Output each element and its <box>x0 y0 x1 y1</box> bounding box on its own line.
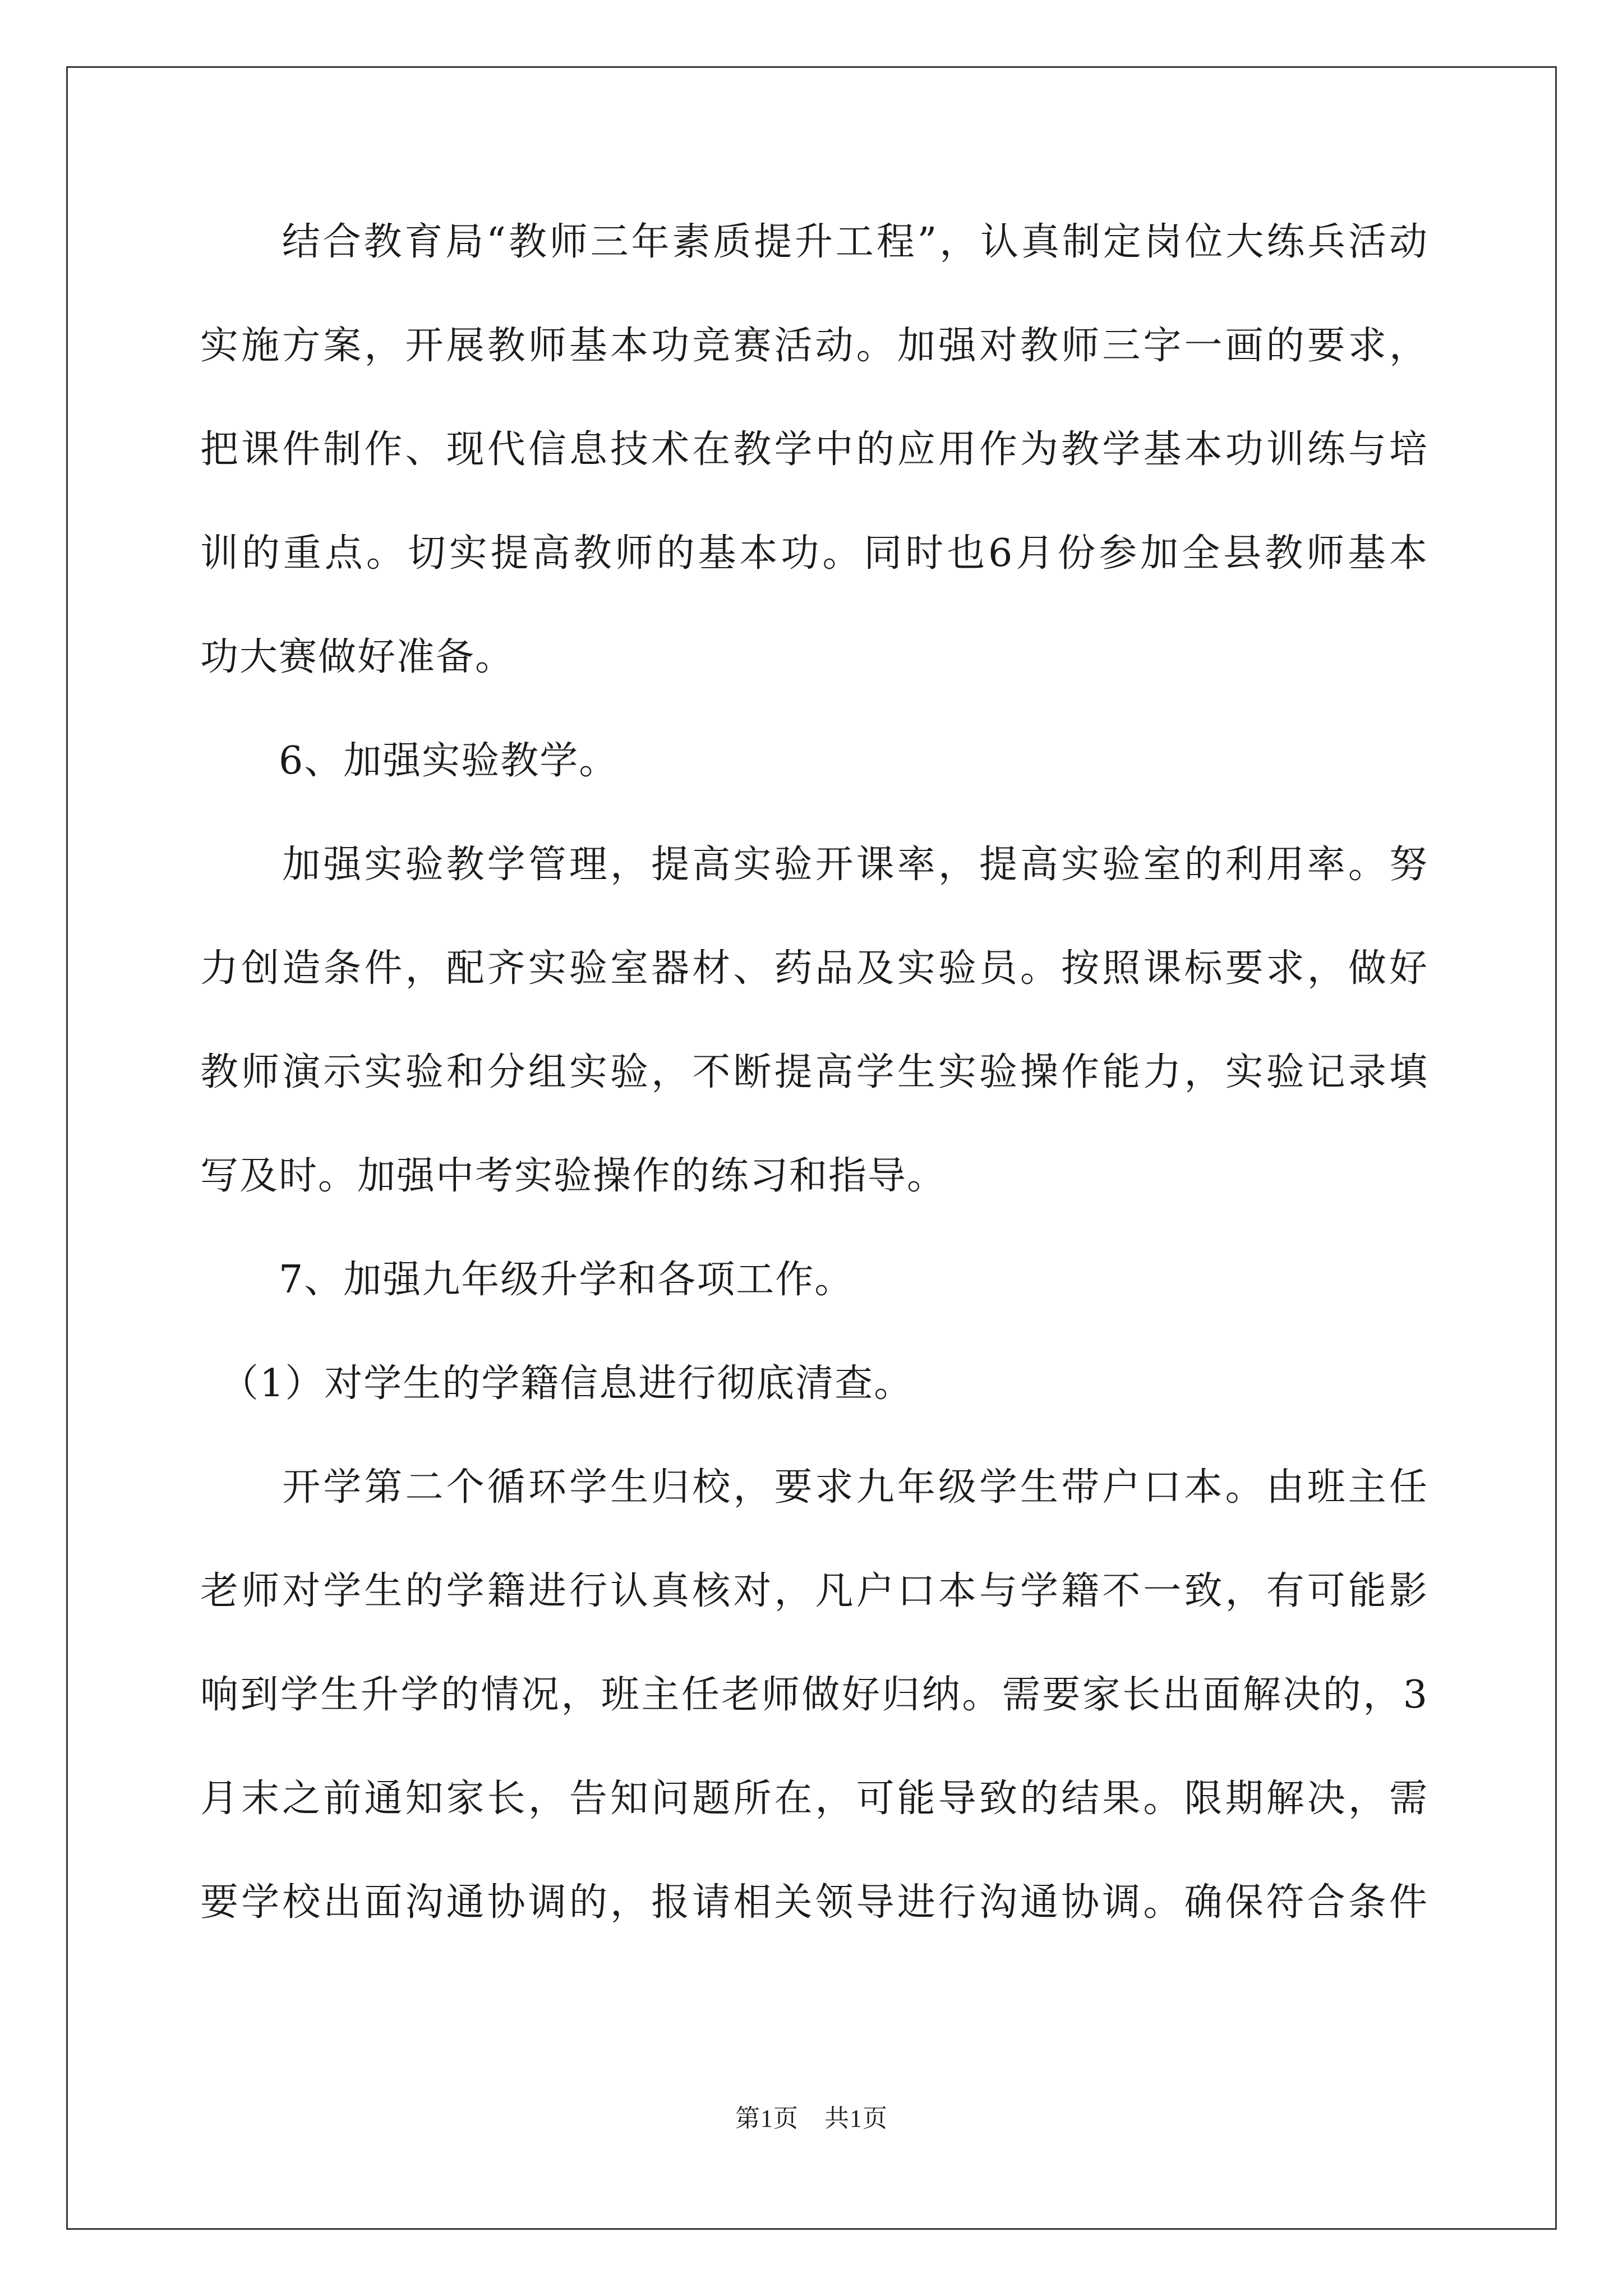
text-line: 加强实验教学管理，提高实验开课率，提高实验室的利用率。努 <box>200 843 1428 887</box>
text-line: 响到学生升学的情况，班主任老师做好归纳。需要家长出面解决的，3 <box>200 1673 1428 1717</box>
text-line: 要学校出面沟通协调的，报请相关领导进行沟通协调。确保符合条件 <box>200 1880 1428 1925</box>
page-footer <box>0 2098 1623 2134</box>
text-line: 写及时。加强中考实验操作的练习和指导。 <box>200 1154 947 1198</box>
text-line: 功大赛做好准备。 <box>200 635 515 679</box>
section-heading: 7、加强九年级升学和各项工作。 <box>200 1258 854 1302</box>
text-line: 把课件制作、现代信息技术在教学中的应用作为教学基本功训练与培 <box>200 427 1428 472</box>
page-total: 共1页 <box>824 2105 888 2132</box>
text-line: 实施方案，开展教师基本功竞赛活动。加强对教师三字一画的要求， <box>200 324 1428 368</box>
text-line: 月末之前通知家长，告知问题所在，可能导致的结果。限期解决，需 <box>200 1777 1428 1821</box>
text-line: 训的重点。切实提高教师的基本功。同时也6月份参加全县教师基本 <box>200 531 1428 576</box>
page-number: 第1页 <box>735 2105 799 2132</box>
subsection-heading: （1）对学生的学籍信息进行彻底清查。 <box>200 1361 914 1406</box>
text-line: 老师对学生的学籍进行认真核对，凡户口本与学籍不一致，有可能影 <box>200 1569 1428 1613</box>
text-line: 教师演示实验和分组实验，不断提高学生实验操作能力，实验记录填 <box>200 1050 1428 1094</box>
text-line: 力创造条件，配齐实验室器材、药品及实验员。按照课标要求，做好 <box>200 946 1428 991</box>
text-line: 结合教育局“教师三年素质提升工程”，认真制定岗位大练兵活动 <box>200 220 1428 264</box>
section-heading: 6、加强实验教学。 <box>200 739 619 783</box>
text-line: 开学第二个循环学生归校，要求九年级学生带户口本。由班主任 <box>200 1465 1428 1510</box>
